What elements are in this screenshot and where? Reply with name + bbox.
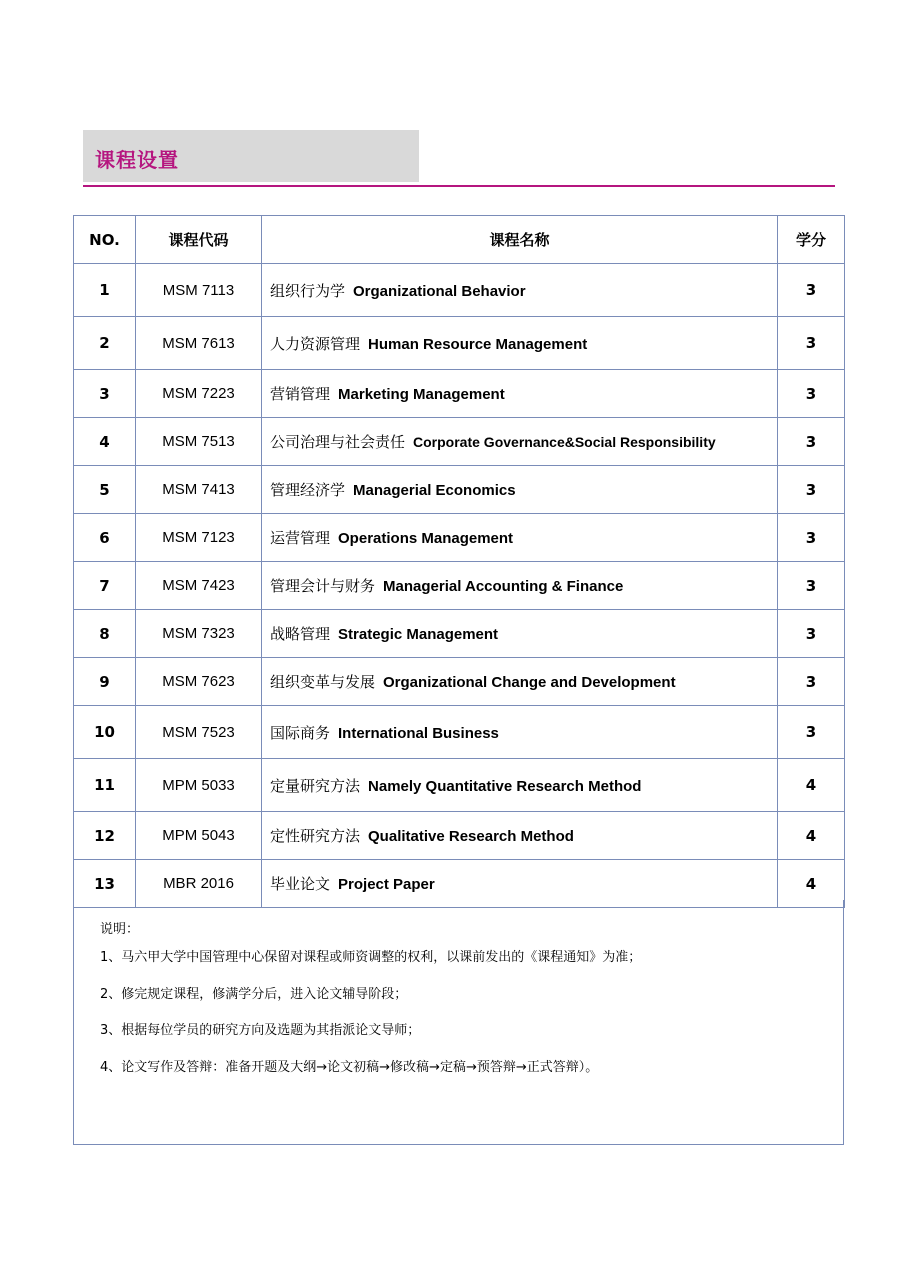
course-name-en: Organizational Behavior [353, 282, 526, 300]
table-row [74, 562, 845, 610]
cell-no: 2 [74, 317, 136, 370]
course-name-zh: 组织变革与发展 [270, 673, 376, 691]
cell-code: MSM 7623 [136, 658, 262, 706]
header-code: 课程代码 [136, 216, 262, 264]
course-name-en: Organizational Change and Development [383, 674, 676, 691]
course-name-en: Marketing Management [338, 386, 505, 403]
cell-no: 4 [74, 418, 136, 466]
course-name-zh: 人力资源管理 [270, 334, 361, 353]
cell-code: MSM 7323 [136, 610, 262, 658]
course-name-en: Strategic Management [338, 626, 499, 643]
cell-name [262, 264, 778, 317]
cell-credit: 3 [778, 610, 845, 658]
course-name-zh: 定性研究方法 [270, 827, 361, 845]
notes-title: 说明： [100, 922, 140, 937]
cell-code: MBR 2016 [136, 860, 262, 908]
cell-code: MSM 7123 [136, 514, 262, 562]
cell-credit: 3 [778, 418, 845, 466]
course-name-zh: 毕业论文 [270, 875, 331, 893]
cell-credit: 3 [778, 562, 845, 610]
course-name-en: Corporate Governance&Social Responsibility [413, 434, 716, 450]
note-line-2: 2、修完规定课程，修满学分后，进入论文辅导阶段； [100, 987, 408, 1002]
cell-code: MSM 7613 [136, 317, 262, 370]
course-name-en: Human Resource Management [368, 335, 588, 353]
course-name-zh: 组织行为学 [270, 281, 346, 300]
course-name-en: Managerial Economics [353, 482, 516, 499]
table-header-row [74, 216, 845, 264]
course-name-zh: 战略管理 [270, 625, 331, 643]
course-name-en: Project Paper [338, 876, 435, 893]
table-row [74, 658, 845, 706]
cell-no: 7 [74, 562, 136, 610]
cell-code: MPM 5033 [136, 759, 262, 812]
section-header [83, 130, 419, 182]
table-row [74, 812, 845, 860]
cell-code: MSM 7523 [136, 706, 262, 759]
cell-no: 8 [74, 610, 136, 658]
table-row [74, 514, 845, 562]
header-no: NO. [74, 216, 136, 264]
cell-credit: 3 [778, 466, 845, 514]
cell-name [262, 759, 778, 812]
course-name-zh: 运营管理 [270, 529, 331, 547]
cell-code: MSM 7113 [136, 264, 262, 317]
header-name: 课程名称 [262, 216, 778, 264]
table-row [74, 466, 845, 514]
cell-name [262, 418, 778, 466]
section-divider [83, 185, 835, 187]
cell-no: 11 [74, 759, 136, 812]
table-row [74, 759, 845, 812]
cell-credit: 3 [778, 658, 845, 706]
course-name-en: International Business [338, 724, 499, 742]
table-row [74, 317, 845, 370]
cell-name [262, 317, 778, 370]
course-name-zh: 国际商务 [270, 723, 331, 742]
course-name-en: Qualitative Research Method [368, 828, 574, 845]
cell-credit: 3 [778, 264, 845, 317]
cell-name [262, 514, 778, 562]
course-name-en: Managerial Accounting & Finance [383, 578, 624, 595]
course-name-zh: 营销管理 [270, 385, 331, 403]
cell-credit: 3 [778, 514, 845, 562]
note-line-3: 3、根据每位学员的研究方向及选题为其指派论文导师； [100, 1023, 421, 1038]
cell-no: 13 [74, 860, 136, 908]
cell-no: 6 [74, 514, 136, 562]
course-table [73, 215, 845, 908]
cell-code: MSM 7413 [136, 466, 262, 514]
cell-name [262, 610, 778, 658]
course-name-zh: 公司治理与社会责任 [270, 433, 406, 451]
course-name-zh: 管理会计与财务 [270, 577, 376, 595]
cell-name [262, 370, 778, 418]
cell-code: MSM 7423 [136, 562, 262, 610]
cell-no: 9 [74, 658, 136, 706]
notes-box [73, 900, 844, 1145]
cell-credit: 3 [778, 317, 845, 370]
cell-credit: 3 [778, 706, 845, 759]
table-row [74, 706, 845, 759]
cell-credit: 4 [778, 759, 845, 812]
cell-name [262, 466, 778, 514]
cell-code: MSM 7223 [136, 370, 262, 418]
table-row [74, 370, 845, 418]
cell-name [262, 706, 778, 759]
cell-code: MPM 5043 [136, 812, 262, 860]
cell-credit: 4 [778, 860, 845, 908]
header-credit: 学分 [778, 216, 845, 264]
table-row [74, 418, 845, 466]
cell-code: MSM 7513 [136, 418, 262, 466]
cell-credit: 3 [778, 370, 845, 418]
cell-no: 5 [74, 466, 136, 514]
cell-name [262, 658, 778, 706]
table-row [74, 264, 845, 317]
table-row [74, 610, 845, 658]
note-line-1: 1、马六甲大学中国管理中心保留对课程或师资调整的权利，以课前发出的《课程通知》为准； [100, 950, 642, 965]
cell-credit: 4 [778, 812, 845, 860]
cell-name [262, 812, 778, 860]
course-name-zh: 管理经济学 [270, 481, 346, 499]
course-name-zh: 定量研究方法 [270, 776, 361, 795]
cell-no: 12 [74, 812, 136, 860]
section-title: 课程设置 [95, 148, 179, 172]
cell-no: 10 [74, 706, 136, 759]
cell-no: 1 [74, 264, 136, 317]
course-name-en: Operations Management [338, 530, 514, 547]
note-line-4: 4、论文写作及答辩：准备开题及大纲→论文初稿→修改稿→定稿→预答辩→正式答辩）。 [100, 1060, 599, 1075]
cell-name [262, 562, 778, 610]
course-name-en: Namely Quantitative Research Method [368, 777, 642, 795]
cell-no: 3 [74, 370, 136, 418]
